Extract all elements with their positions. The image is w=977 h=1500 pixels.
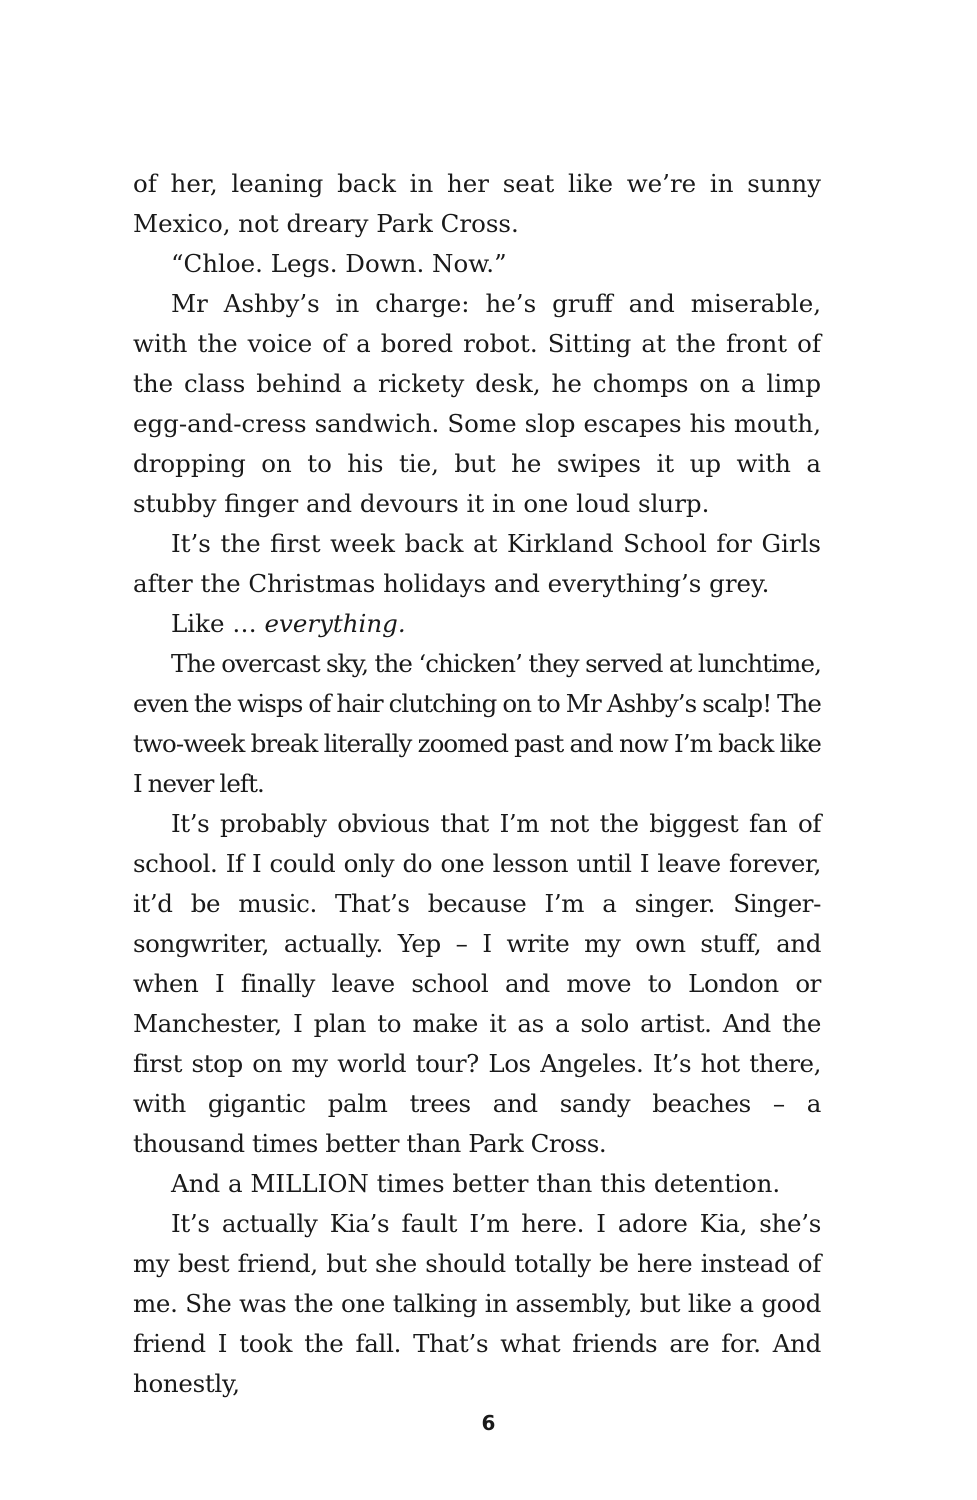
body-text [133, 164, 821, 1404]
paragraph-million-times: And a MILLION times better than this detention. [171, 1169, 781, 1198]
paragraph-continuation: of her, leaning back in her seat like we’re in sunny Mexico, not dreary Park Cross. [133, 169, 821, 238]
paragraph-dialogue: “Chloe. Legs. Down. Now.” [171, 249, 507, 278]
paragraph-school-music: It’s probably obvious that I’m not the biggest fan of school. If I could only do one lesson until I leave forever, it’d be music. That’s because I’m a singer. Singer-songwriter, actually. Yep – I write my own stuff, and when I finally leave school and move to London or Manchester, I plan to make it as a solo artist. And the first stop on my world tour? Los Angeles. It’s hot there, with gigantic palm trees and sandy beaches – a thousand times better than Park Cross. [133, 809, 821, 1158]
paragraph-mr-ashby: Mr Ashby’s in charge: he’s gruff and miserable, with the voice of a bored robot. Sitting at the front of the class behind a rickety desk, he chomps on a limp egg-and-cress sandwich. Some slop escapes his mouth, dropping on to his tie, but he swipes it up with a stubby finger and devours it in one loud slurp. [133, 289, 821, 518]
paragraph-overcast-sky: The overcast sky, the ‘chicken’ they served at lunchtime, even the wisps of hair clutching on to Mr Ashby’s scalp! The two-week break literally zoomed past and now I’m back like I never left. [133, 649, 821, 798]
paragraph-first-week: It’s the first week back at Kirkland School for Girls after the Christmas holidays and everything’s grey. [133, 529, 821, 598]
like-prefix: Like … [171, 609, 265, 638]
page-number: 6 [481, 1411, 496, 1435]
paragraph-like-everything [133, 604, 821, 644]
everything-emphasis: everything. [264, 609, 406, 638]
paragraph-kia-fault: It’s actually Kia’s fault I’m here. I adore Kia, she’s my best friend, but she should totally be here instead of me. She was the one talking in assembly, but like a good friend I took the fall. That’s what friends are for. And honestly, [133, 1209, 821, 1398]
